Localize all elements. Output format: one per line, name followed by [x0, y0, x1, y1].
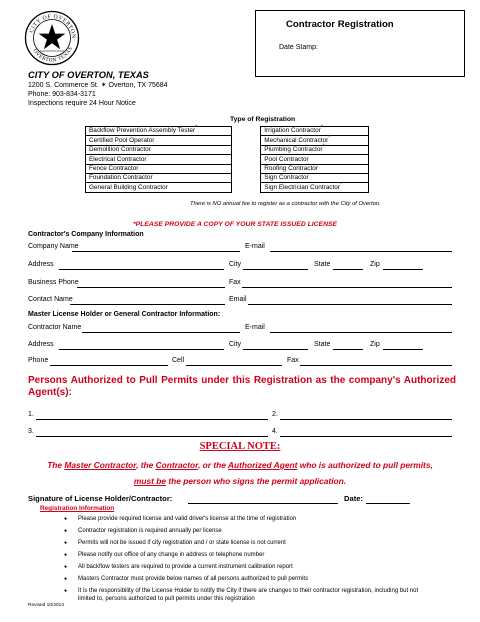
contractor-name-label: Contractor Name [28, 324, 82, 331]
fee-note: There is NO annual fee to register as a contractor with the City of Overton. [190, 201, 381, 207]
registration-type-cell[interactable] [261, 127, 369, 136]
city-name: CITY OF OVERTON, TEXAS [28, 70, 149, 80]
table-gap [232, 127, 261, 136]
agent-2-field[interactable] [280, 419, 452, 420]
master-city-field[interactable] [243, 349, 308, 350]
table-gap [232, 155, 261, 164]
master-fax-field[interactable] [300, 365, 452, 366]
master-cell-label: Cell [172, 357, 185, 364]
contractor-name-field[interactable] [82, 332, 240, 333]
company-fax-field[interactable] [242, 287, 452, 288]
registration-info-item: ● Permits will not be issued if city registration and / or state license is not current [56, 540, 436, 548]
registration-type-label: Pool Contractor [264, 155, 309, 163]
registration-type-label: Certified Pool Operator [89, 136, 155, 144]
company-name-field[interactable] [72, 251, 240, 252]
registration-type-label: Mechanical Contractor [264, 136, 329, 144]
date-stamp-label: Date Stamp: [279, 44, 318, 51]
company-zip-field[interactable] [383, 269, 423, 270]
master-phone-label: Phone [28, 357, 49, 364]
registration-type-label: General Building Contractor [89, 183, 168, 191]
registration-type-table [85, 126, 369, 193]
registration-info-item: ● Contractor registration is required annually per license [56, 528, 436, 536]
registration-info-item: ● Please notify our office of any change in address or telephone number [56, 552, 436, 560]
master-email-label: E-mail [245, 324, 265, 331]
registration-type-row [86, 183, 369, 192]
registration-type-heading: Type of Registration [230, 116, 296, 123]
master-state-field[interactable] [333, 349, 363, 350]
revised-date: Revised 10/2014 [28, 603, 65, 608]
agent-2-number: 2. [272, 411, 278, 418]
contact-name-label: Contact Name [28, 296, 73, 303]
contact-name-field[interactable] [70, 304, 225, 305]
license-required-marker: * [195, 125, 198, 132]
agent-1-field[interactable] [36, 419, 268, 420]
company-info-heading: Contractor's Company Information [28, 231, 144, 238]
registration-type-label: Fence Contractor [89, 164, 139, 172]
company-email-label: E-mail [245, 243, 265, 250]
company-name-label: Company Name [28, 243, 79, 250]
registration-type-row [86, 173, 369, 182]
registration-type-row [86, 127, 369, 136]
agent-3-number: 3. [28, 428, 34, 435]
company-address-field[interactable] [59, 269, 224, 270]
agent-4-field[interactable] [280, 436, 452, 437]
registration-info-item: ● Please provide required license and valid driver's license at the time of registration [56, 516, 436, 524]
license-required-marker: * [328, 134, 331, 141]
license-required-marker: * [146, 153, 149, 160]
company-state-label: State [314, 261, 331, 268]
company-city-field[interactable] [243, 269, 308, 270]
table-gap [232, 164, 261, 173]
city-seal-logo [24, 10, 80, 66]
registration-type-cell[interactable] [86, 127, 232, 136]
license-required-marker: * [322, 144, 325, 151]
special-note-text: The Master Contractor, the Contractor, or the Authorized Agent who is authorized to pull permits, must be the person who signs the permit application. [47, 460, 433, 486]
registration-type-cell[interactable] [261, 155, 369, 164]
registration-type-row [86, 145, 369, 154]
master-address-label: Address [28, 341, 54, 348]
registration-type-label: Plumbing Contractor [264, 146, 323, 154]
license-required-marker: * [339, 181, 343, 188]
registration-type-cell[interactable] [86, 183, 232, 192]
contact-email-field[interactable] [248, 304, 452, 305]
company-state-field[interactable] [333, 269, 363, 270]
master-info-heading: Master License Holder or General Contractor Information: [28, 311, 221, 318]
registration-info-item: ● It is the responsibility of the License Holder to notify the City if there are changes to their contractor registration, including but not limited to, persons authorized to pull permits under this registration [56, 588, 436, 603]
registration-type-row [86, 136, 369, 145]
svg-text:OVERTON TEXAS: OVERTON TEXAS [31, 45, 75, 64]
master-city-label: City [229, 341, 242, 348]
agent-3-field[interactable] [36, 436, 268, 437]
registration-info-item: ● Masters Contractor must provide below names of all persons authorized to pull permits [56, 576, 436, 584]
inspection-notice: Inspections require 24 Hour Notice [28, 100, 136, 107]
company-address-label: Address [28, 261, 54, 268]
table-gap [232, 173, 261, 182]
contact-email-label: Email [229, 296, 247, 303]
city-phone: Phone: 903-834-3171 [28, 91, 96, 98]
registration-type-label: Irrigation Contractor [264, 127, 321, 135]
license-required-marker: * [320, 125, 324, 132]
authorized-agents-heading: Persons Authorized to Pull Permits under this Registration as the company's Authorized Agent(s): [28, 375, 456, 398]
license-note: *PLEASE PROVIDE A COPY OF YOUR STATE ISSUED LICENSE [133, 221, 338, 228]
registration-info-item: ● All backflow testers are required to provide a current instrument calibration report [56, 564, 436, 572]
registration-type-cell[interactable] [86, 136, 232, 145]
svg-text:CITY OF OVERTON: CITY OF OVERTON [28, 13, 77, 39]
company-fax-label: Fax [229, 279, 241, 286]
master-phone-field[interactable] [50, 365, 168, 366]
master-cell-field[interactable] [186, 365, 282, 366]
master-zip-field[interactable] [383, 349, 423, 350]
registration-type-cell[interactable] [86, 164, 232, 173]
signature-label: Signature of License Holder/Contractor: [28, 494, 173, 503]
registration-type-cell[interactable] [86, 155, 232, 164]
master-zip-label: Zip [370, 341, 380, 348]
company-city-label: City [229, 261, 242, 268]
master-email-field[interactable] [270, 332, 452, 333]
company-zip-label: Zip [370, 261, 380, 268]
master-fax-label: Fax [287, 357, 299, 364]
master-address-field[interactable] [59, 349, 224, 350]
registration-type-cell[interactable] [261, 164, 369, 173]
registration-type-cell[interactable] [86, 173, 232, 182]
business-phone-field[interactable] [77, 287, 225, 288]
registration-type-row [86, 155, 369, 164]
registration-type-label: Demolition Contractor [89, 146, 151, 154]
table-gap [232, 183, 261, 192]
registration-type-cell[interactable] [261, 173, 369, 182]
registration-info-heading: Registration Information [40, 505, 115, 512]
signature-field[interactable] [188, 503, 338, 504]
registration-stamp-box [255, 10, 465, 77]
registration-type-cell[interactable] [86, 145, 232, 154]
master-state-label: State [314, 341, 331, 348]
special-note-title: SPECIAL NOTE: [199, 441, 281, 452]
registration-type-label: Roofing Contractor [264, 164, 318, 172]
company-email-field[interactable] [270, 251, 452, 252]
registration-type-cell[interactable] [261, 183, 369, 192]
registration-type-cell[interactable] [261, 136, 369, 145]
city-address: 1200 S. Commerce St. ✶ Overton, TX 75684 [28, 82, 168, 89]
registration-type-label: Backflow Prevention Assembly Tester [89, 127, 196, 135]
registration-type-cell[interactable] [261, 145, 369, 154]
table-gap [232, 145, 261, 154]
signature-date-field[interactable] [366, 503, 410, 504]
registration-info-list [56, 516, 436, 607]
table-gap [232, 136, 261, 145]
registration-type-label: Sign Contractor [264, 174, 309, 182]
signature-date-label: Date: [344, 494, 363, 503]
registration-type-label: Sign Electrician Contractor [264, 183, 340, 191]
agent-1-number: 1. [28, 411, 34, 418]
agent-4-number: 4. [272, 428, 278, 435]
form-title: Contractor Registration [286, 19, 394, 30]
business-phone-label: Business Phone [28, 279, 79, 286]
registration-type-row [86, 164, 369, 173]
registration-type-label: Foundation Contractor [89, 174, 153, 182]
registration-type-label: Electrical Contractor [89, 155, 147, 163]
